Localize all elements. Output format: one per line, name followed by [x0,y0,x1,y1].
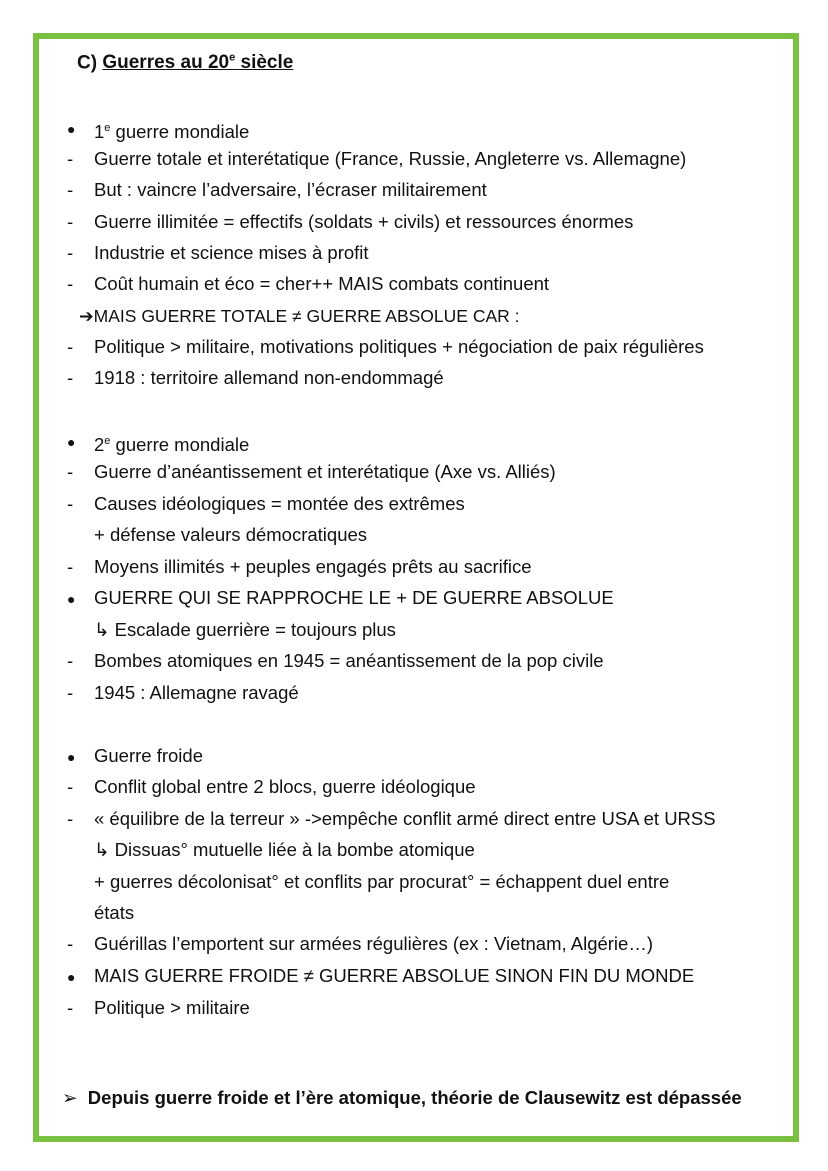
section-heading [77,52,293,74]
list-item: Politique > militaire [94,997,250,1018]
bullet-absolute-war: GUERRE QUI SE RAPPROCHE LE + DE GUERRE ABSOLUE [94,587,614,608]
list-item: Politique > militaire, motivations politiques + négociation de paix régulières [94,336,704,357]
dash-icon [67,366,87,390]
arrow-icon: ➔ [79,306,94,326]
dash-icon [67,649,87,673]
dash-icon [67,210,87,234]
list-item-continuation: + guerres décolonisat° et conflits par procurat° = échappent duel entre [94,871,670,892]
hook-arrow-icon: ↳ [94,619,110,640]
hook-arrow-icon: ↳ [94,839,110,860]
conclusion: ➢ Depuis guerre froide et l’ère atomique, théorie de Clausewitz est dépassée [62,1087,742,1108]
list-item: 1918 : territoire allemand non-endommagé [94,367,444,388]
list-item: Moyens illimités + peuples engagés prêts au sacrifice [94,556,532,577]
dash-icon [67,807,87,831]
dash-icon [67,775,87,799]
dash-icon [67,932,87,956]
heading-text: Guerres au 20e siècle [102,52,294,74]
list-item: Guerre d’anéantissement et interétatique (Axe vs. Alliés) [94,461,556,482]
list-item-continuation: états [94,902,135,923]
list-item: Conflit global entre 2 blocs, guerre idéologique [94,776,476,797]
list-item: Guerre totale et interétatique (France, Russie, Angleterre vs. Allemagne) [94,148,687,169]
list-item: Coût humain et éco = cher++ MAIS combats continuent [94,273,550,294]
list-item: Guerre illimitée = effectifs (soldats + civils) et ressources énormes [94,211,634,232]
bullet-ww1: 1e guerre mondiale [94,121,250,143]
bullet-cold-war-absolute: MAIS GUERRE FROIDE ≠ GUERRE ABSOLUE SINON FIN DU MONDE [94,965,695,986]
dash-icon [67,681,87,705]
arrow-note: ➔MAIS GUERRE TOTALE ≠ GUERRE ABSOLUE CAR : [79,306,520,326]
dash-icon [67,147,87,171]
dash-icon [67,178,87,202]
list-item: Industrie et science mises à profit [94,242,369,263]
list-item: « équilibre de la terreur » ->empêche conflit armé direct entre USA et URSS [94,808,716,829]
dash-icon [67,241,87,265]
list-item: But : vaincre l’adversaire, l’écraser militairement [94,179,487,200]
bullet-cold-war: Guerre froide [94,745,203,766]
dash-icon [67,272,87,296]
bullet-icon: ● [67,591,76,607]
bullet-icon: ● [67,969,76,985]
list-item: 1945 : Allemagne ravagé [94,682,299,703]
chevron-icon: ➢ [62,1087,78,1108]
dash-icon [67,555,87,579]
sub-item: ↳ Escalade guerrière = toujours plus [94,619,396,640]
dash-icon [67,996,87,1020]
list-item: Bombes atomiques en 1945 = anéantissement de la pop civile [94,650,604,671]
list-item-continuation: + défense valeurs démocratiques [94,524,368,545]
list-item: Guérillas l’emportent sur armées régulières (ex : Vietnam, Algérie…) [94,933,653,954]
bullet-icon: ● [67,749,76,765]
dash-icon [67,492,87,516]
sub-item: ↳ Dissuas° mutuelle liée à la bombe atomique [94,839,475,860]
dash-icon [67,335,87,359]
heading-prefix: C) [77,52,98,74]
bullet-icon: ● [67,434,76,450]
bullet-icon: ● [67,121,76,137]
dash-icon [67,460,87,484]
bullet-ww2: 2e guerre mondiale [94,434,250,456]
list-item: Causes idéologiques = montée des extrêmes [94,493,465,514]
